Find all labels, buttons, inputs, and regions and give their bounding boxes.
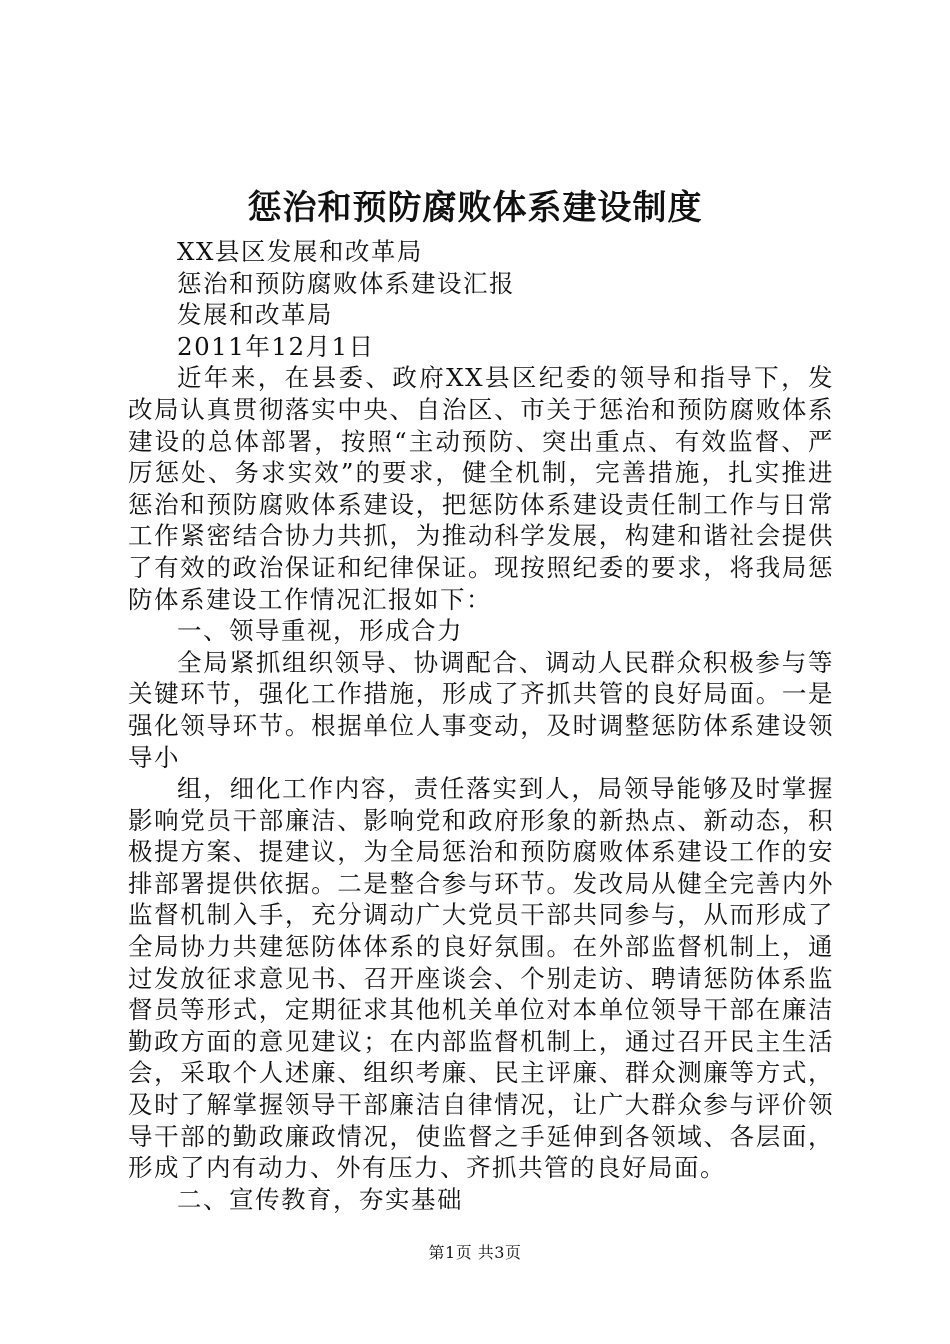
report-title-line: 惩治和预防腐败体系建设汇报	[177, 268, 515, 298]
intro-paragraph: 近年来，在县委、政府XX县区纪委的领导和指导下，发改局认真贯彻落实中央、自治区、市关于惩治和预防腐败体系建设的总体部署，按照“主动预防、突出重点、有效监督、严厉惩处、务求实效”的要求，健全机制，完善措施，扎实推进惩治和预防腐败体系建设，把惩防体系建设责任制工作与日常工作紧密结合协力共抓，为推动科学发展，构建和谐社会提供了有效的政治保证和纪律保证。现按照纪委的要求，将我局惩防体系建设工作情况汇报如下：	[128, 363, 834, 614]
page-footer: 第1页 共3页	[428, 1243, 522, 1262]
section-1-paragraph-2: 组，细化工作内容，责任落实到人，局领导能够及时掌握影响党员干部廉洁、影响党和政府形象的新热点、新动态，积极提方案、提建议，为全局惩治和预防腐败体系建设工作的安排部署提供依据。二是整合参与环节。发改局从健全完善内外监督机制入手，充分调动广大党员干部共同参与，从而形成了全局协力共建惩防体体系的良好氛围。在外部监督机制上，通过发放征求意见书、召开座谈会、个别走访、聘请惩防体系监督员等形式，定期征求其他机关单位对本单位领导干部在廉洁勤政方面的意见建议；在内部监督机制上，通过召开民主生活会，采取个人述廉、组织考廉、民主评廉、群众测廉等方式，及时了解掌握领导干部廉洁自律情况，让广大群众参与评价领导干部的勤政廉政情况，使监督之手延伸到各领域、各层面，形成了内有动力、外有压力、齐抓共管的良好局面。	[128, 774, 834, 1183]
section-1-paragraph-1: 全局紧抓组织领导、协调配合、调动人民群众积极参与等关键环节，强化工作措施，形成了齐抓共管的良好局面。一是强化领导环节。根据单位人事变动，及时调整惩防体系建设领导小	[128, 647, 834, 772]
department-line: 发展和改革局	[177, 300, 333, 330]
date-line: 2011年12月1日	[177, 331, 375, 361]
document-body	[128, 236, 834, 1215]
document-title: 惩治和预防腐败体系建设制度	[247, 188, 703, 228]
section-heading-2: 二、宣传教育，夯实基础	[177, 1184, 463, 1214]
section-heading-1: 一、领导重视，形成合力	[177, 616, 463, 646]
org-name-line: XX县区发展和改革局	[177, 237, 423, 266]
